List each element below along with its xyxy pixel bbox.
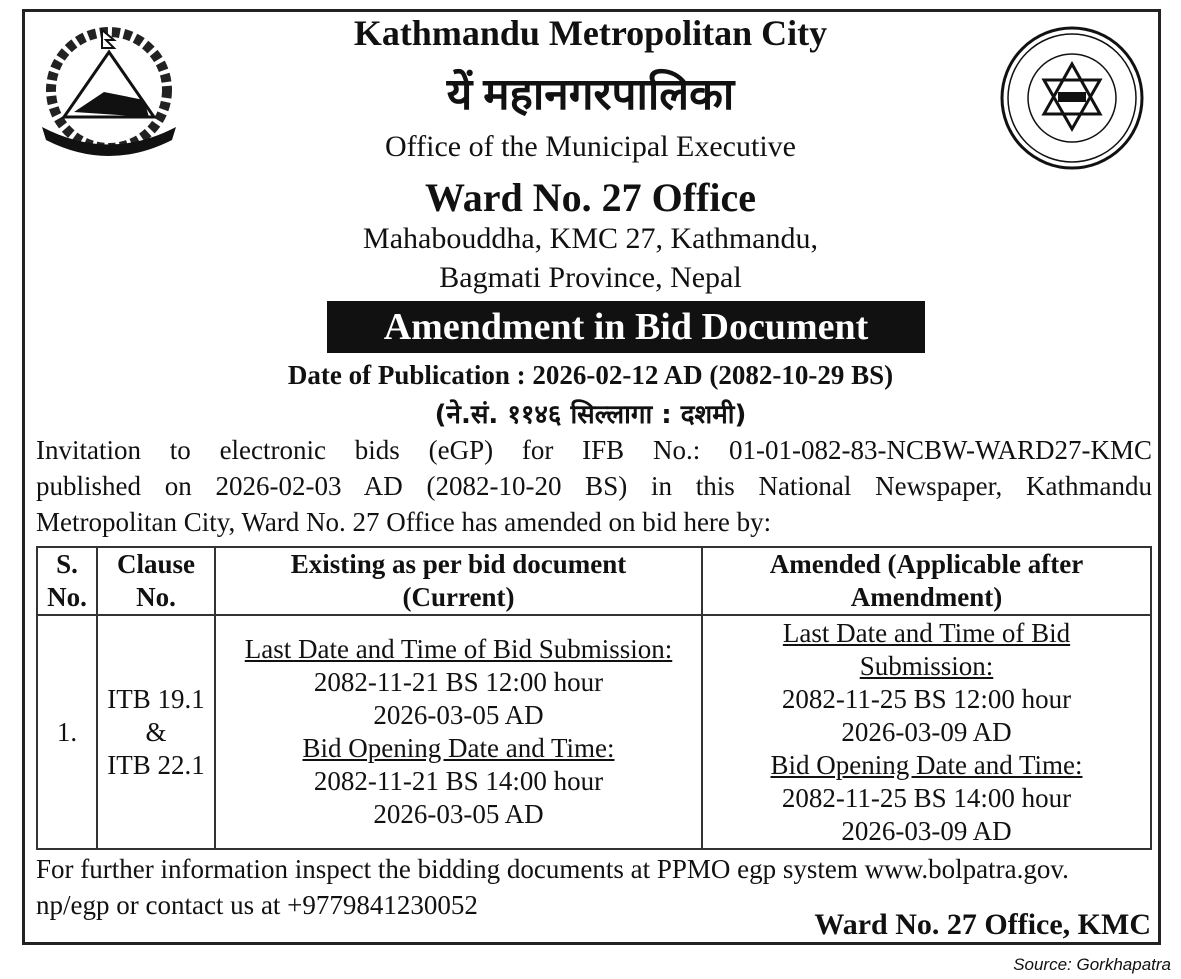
address-line-2: Bagmati Province, Nepal (439, 261, 742, 294)
clause-text: ITB 22.1 (107, 749, 205, 780)
header-text: Existing as per bid document (290, 549, 627, 579)
address-line-1: Mahabouddha, KMC 27, Kathmandu, (363, 222, 818, 255)
header-text: (Current) (402, 582, 515, 612)
header-text: Amendment) (850, 582, 1003, 612)
intro-line: published on 2026-02-03 AD (2082-10-20 BS) in this National Newspaper, Kathmandu (36, 471, 1152, 501)
header-text: Amended (Applicable after (769, 549, 1084, 579)
header-text: S. (56, 549, 78, 579)
table-header-row (37, 547, 1151, 615)
ward-office: Ward No. 27 Office (424, 175, 757, 220)
amended-opening-bs: 2082-11-25 BS 14:00 hour (781, 782, 1072, 813)
cell-sno: 1. (37, 615, 97, 849)
cell-amended (702, 615, 1151, 849)
amended-submission-heading: Last Date and Time of Bid (782, 617, 1071, 648)
city-name: Kathmandu Metropolitan City (353, 13, 828, 53)
footer-line: np/egp or contact us at +9779841230052 (36, 890, 478, 920)
city-name-native: यें महानगरपालिका (446, 70, 735, 119)
footer-line: For further information inspect the bidding documents at PPMO egp system www.bolpatra.gov. (36, 854, 1069, 884)
table-row (37, 615, 1151, 849)
header-amended (702, 547, 1151, 615)
amended-submission-ad: 2026-03-09 AD (841, 716, 1012, 747)
header-sno (37, 547, 97, 615)
existing-opening-heading: Bid Opening Date and Time: (302, 733, 615, 763)
header-text: No. (136, 582, 176, 612)
cell-clause (97, 615, 215, 849)
amended-opening-ad: 2026-03-09 AD (841, 815, 1012, 846)
intro-line: Invitation to electronic bids (eGP) for IFB No.: 01-01-082-83-NCBW-WARD27-KMC (36, 435, 1152, 465)
existing-opening-bs: 2082-11-21 BS 14:00 hour (313, 766, 604, 796)
amended-opening-heading: Bid Opening Date and Time: (770, 749, 1083, 780)
clause-text: & (145, 716, 167, 747)
header-text: No. (47, 582, 87, 612)
header-text: Clause (116, 549, 195, 579)
notice-title: Amendment in Bid Document (327, 301, 925, 353)
existing-submission-ad: 2026-03-05 AD (373, 700, 544, 730)
source-credit: Source: Gorkhapatra (1013, 955, 1171, 974)
amendment-table (36, 546, 1152, 850)
amended-submission-bs: 2082-11-25 BS 12:00 hour (781, 683, 1072, 714)
header-clause (97, 547, 215, 615)
clause-text: ITB 19.1 (107, 683, 205, 714)
header-existing (215, 547, 702, 615)
publication-date: Date of Publication : 2026-02-12 AD (2082-10-29 BS) (287, 360, 894, 390)
amended-submission-heading: Submission: (859, 650, 994, 681)
signature: Ward No. 27 Office, KMC (814, 908, 1151, 941)
intro-paragraph (36, 432, 1152, 540)
existing-submission-bs: 2082-11-21 BS 12:00 hour (313, 667, 604, 697)
intro-line: Metropolitan City, Ward No. 27 Office has amended on bid here by: (36, 507, 772, 537)
existing-submission-heading: Last Date and Time of Bid Submission: (244, 634, 673, 664)
existing-opening-ad: 2026-03-05 AD (373, 799, 544, 829)
cell-existing (215, 615, 702, 849)
office-name: Office of the Municipal Executive (385, 130, 796, 163)
nepal-sambat-date: (ने.सं. ११४६ सिल्लागा : दशमी) (434, 400, 747, 430)
